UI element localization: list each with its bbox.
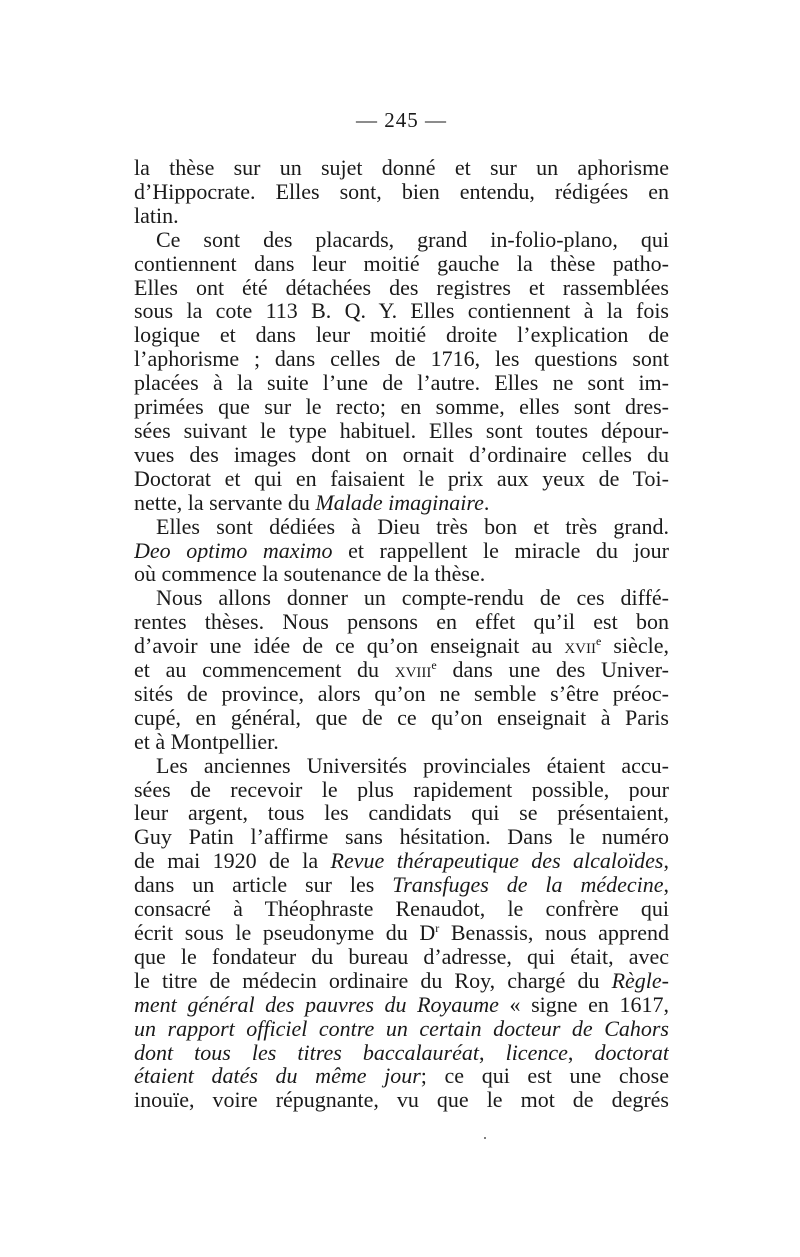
text-line: Les anciennes Universités provinciales étaient accu- — [156, 753, 669, 778]
book-page — [134, 108, 669, 1112]
text-run: et au commencement du — [134, 658, 395, 682]
page-number: — 245 — — [356, 108, 447, 132]
text-line: la thèse sur un sujet donné et sur un aphorisme — [134, 156, 669, 180]
text-line: consacré à Théophraste Renaudot, le confrère qui — [134, 897, 669, 921]
text-line: sées de recevoir le plus rapidement possible, pour — [134, 777, 669, 802]
text-line — [134, 1064, 669, 1088]
text-run: de mai 1920 de la — [134, 849, 331, 874]
text-line: où commence la soutenance de la thèse. — [134, 562, 486, 587]
text-line: primées que sur le recto; en somme, elles sont dres- — [134, 395, 669, 419]
text-run: , — [663, 873, 669, 898]
text-run: dans un article sur les — [134, 873, 393, 898]
text-line: et à Montpellier. — [134, 729, 279, 754]
text-line: cupé, en général, que de ce qu’on enseignait à Paris — [134, 705, 669, 730]
text-run: écrit sous le pseudonyme du D — [134, 921, 436, 945]
italic-run: doctorat — [594, 1040, 669, 1065]
italic-run: Deo optimo maximo — [134, 538, 333, 563]
text-line: logique et dans leur moitié droite l’explication de — [134, 323, 669, 348]
text-run: , — [567, 1040, 595, 1065]
italic-run: Règle- — [611, 968, 669, 993]
print-speck — [484, 1137, 486, 1139]
text-line — [134, 1041, 669, 1065]
text-line: Elles sont dédiées à Dieu très bon et très grand. — [156, 514, 669, 539]
text-run: dans une des Univer- — [436, 658, 669, 682]
italic-run: étaient datés du même jour — [134, 1064, 421, 1089]
small-caps-run: xvii — [564, 634, 596, 659]
text-line — [134, 969, 669, 993]
text-line — [134, 993, 669, 1017]
text-run: d’avoir une idée de ce qu’on enseignait au — [134, 634, 565, 659]
text-line — [134, 634, 669, 658]
text-line: sités de province, alors qu’on ne semble s’être préoc- — [134, 681, 669, 706]
text-line — [134, 849, 669, 873]
text-line: que le fondateur du bureau d’adresse, qui était, avec — [134, 944, 669, 969]
text-line: latin. — [134, 203, 179, 228]
text-line: sous la cote 113 B. Q. Y. Elles contiennent à la fois — [134, 299, 669, 324]
text-line: Ce sont des placards, grand in-folio-plano, qui — [156, 227, 669, 252]
text-line: placées à la suite l’une de l’autre. Elles ne sont im- — [134, 371, 669, 396]
text-line — [134, 658, 669, 682]
text-line — [134, 491, 669, 515]
text-line: Doctorat et qui en faisaient le prix aux yeux de Toi- — [134, 466, 669, 491]
superscript: e — [595, 634, 602, 649]
text-run: siècle, — [601, 634, 669, 659]
text-line: d’Hippocrate. Elles sont, bien entendu, rédigées en — [134, 179, 669, 204]
text-line: inouïe, voire répugnante, vu que le mot de degrés — [134, 1088, 669, 1113]
italic-run: Revue thérapeutique des alcaloïdes — [330, 849, 664, 874]
italic-run: dont tous les titres baccalauréat — [134, 1040, 479, 1065]
superscript: r — [435, 921, 440, 935]
text-line — [134, 539, 669, 563]
text-run: ; ce qui est une chose — [420, 1064, 669, 1089]
text-line: vues des images dont on ornait d’ordinaire celles du — [134, 442, 669, 467]
text-line: Guy Patin l’affirme sans hésitation. Dans le numéro — [134, 825, 669, 850]
italic-run: ment général des pauvres du Royaume — [134, 992, 499, 1017]
text-run: « signe en 1617, — [498, 992, 669, 1017]
superscript: e — [431, 658, 437, 673]
text-line — [134, 1017, 669, 1041]
text-line — [134, 873, 669, 897]
text-line: Elles ont été détachées des registres et rassemblées — [134, 275, 669, 300]
text-line: leur argent, tous les candidats qui se présentaient, — [134, 801, 669, 826]
text-line — [134, 921, 669, 945]
page-body-text — [134, 156, 669, 1112]
italic-run: Transfuges de la médecine — [392, 873, 664, 898]
text-run: le titre de médecin ordinaire du Roy, chargé du — [134, 968, 612, 993]
small-caps-run: xviii — [394, 658, 432, 682]
text-line: rentes thèses. Nous pensons en effet qu’il est bon — [134, 610, 669, 635]
text-line: sées suivant le type habituel. Elles sont toutes dépour- — [134, 418, 669, 443]
text-line: l’aphorisme ; dans celles de 1716, les questions sont — [134, 347, 669, 372]
text-run: et rappellent le miracle du jour — [332, 538, 669, 563]
text-line: Nous allons donner un compte-rendu de ces diffé- — [156, 586, 669, 611]
text-run: nette, la servante du — [134, 490, 316, 515]
text-run: Benassis, nous apprend — [439, 921, 669, 945]
text-run: , — [663, 849, 669, 874]
italic-run: licence — [505, 1040, 568, 1065]
italic-run: Malade imaginaire — [315, 490, 484, 515]
text-run: . — [483, 490, 490, 515]
italic-run: un rapport officiel contre un certain docteur de Cahors — [134, 1016, 669, 1041]
text-line: contiennent dans leur moitié gauche la thèse patho- — [134, 251, 669, 276]
text-run: , — [479, 1040, 506, 1065]
